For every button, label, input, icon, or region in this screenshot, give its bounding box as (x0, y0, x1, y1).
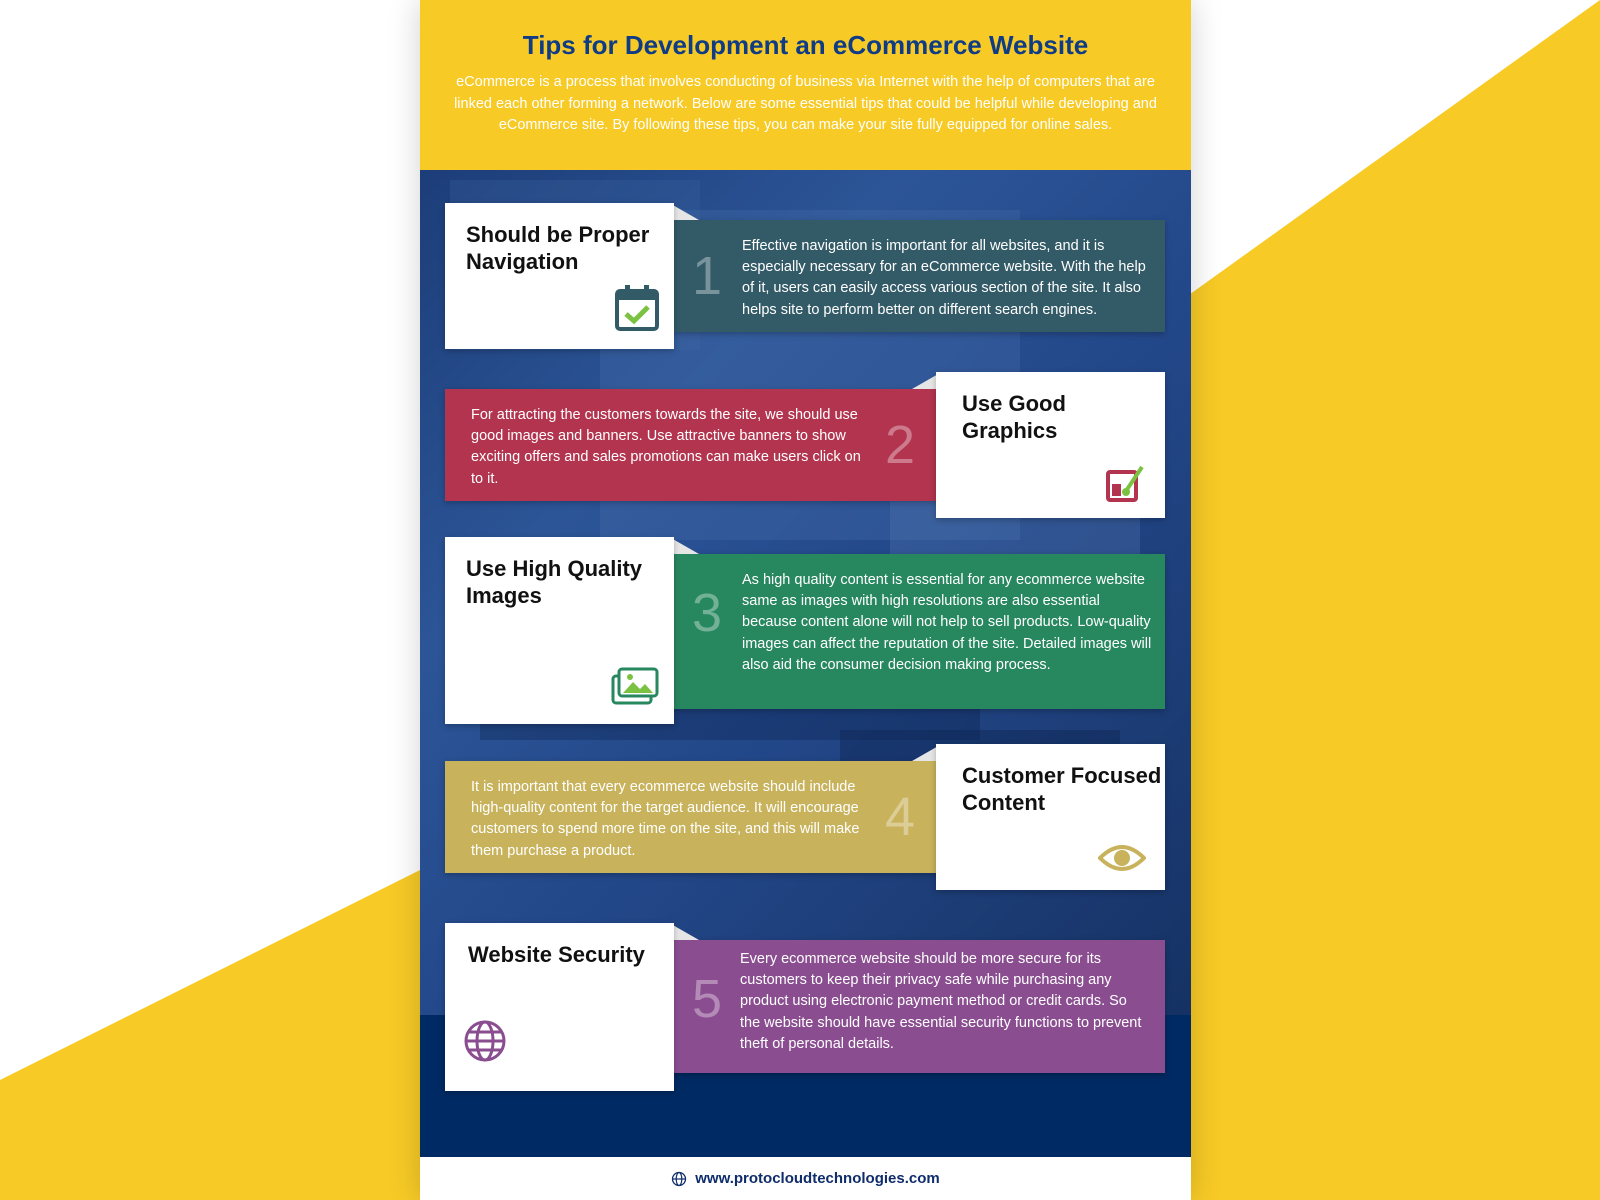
tip-3-title: Use High Quality Images (466, 556, 643, 608)
website-url-link[interactable]: www.protocloudtechnologies.com (695, 1170, 940, 1187)
tip-1-text: Effective navigation is important for all websites, and it is especially necessary for an eCommerce website. With the help of it, users can easily access various section of the site. It also helps site to perform better on different search engines. (742, 238, 1146, 318)
tip-4-text: It is important that every ecommerce website should include high-quality content for the target audience. It will encourage customers to spend more time on the site, and this will make them purchase a product. (471, 779, 860, 859)
tip-1-band (672, 220, 1165, 332)
tip-2-card (936, 372, 1165, 518)
tip-2-band (445, 389, 940, 501)
tip-1-fold-top (671, 204, 699, 220)
tip-3-card (445, 537, 674, 724)
tip-5-number: 5 (692, 969, 723, 1029)
tip-5-card (445, 923, 674, 1091)
tip-4-card (936, 744, 1165, 890)
yellow-triangle-right (1140, 0, 1600, 1200)
tip-2-title: Use Good Graphics (962, 391, 1066, 443)
footer (420, 1157, 1191, 1200)
tip-3-fold-top (671, 538, 699, 554)
header (420, 0, 1191, 170)
intro-text: eCommerce is a process that involves conducting of business via Internet with the help of computers that are linked each other forming a network. Below are some essential tips that could be helpful while developing and eCommerce site. By following these tips, you can make your site fully equipped for online sales. (454, 74, 1157, 133)
tip-2-number: 2 (885, 415, 916, 475)
infographic-poster (420, 0, 1191, 1200)
paint-brush-icon (1106, 464, 1146, 504)
tip-1-title: Should be Proper Navigation (466, 222, 650, 274)
tip-3-band (672, 554, 1165, 709)
tip-4-title: Customer Focused Content (962, 763, 1162, 815)
tip-5-title: Website Security (468, 942, 645, 967)
tip-4-number: 4 (885, 787, 916, 847)
tip-2-text: For attracting the customers towards the site, we should use good images and banners. Use attractive banners to show exciting offers and sales promotions can make users click on to it. (471, 407, 861, 487)
globe-icon (671, 1171, 687, 1187)
page-title: Tips for Development an eCommerce Website (522, 30, 1089, 60)
image-gallery-icon (611, 667, 659, 705)
tip-4-band (445, 761, 940, 873)
globe-icon (463, 1019, 507, 1063)
eye-icon (1098, 842, 1146, 874)
tip-5-fold-top (671, 924, 699, 940)
calendar-check-icon (615, 283, 659, 331)
tip-5-text: Every ecommerce website should be more secure for its customers to keep their privacy safe while purchasing any product using electronic payment method or credit cards. So the website should have essential security functions to prevent theft of personal details. (740, 951, 1142, 1052)
tip-3-text: As high quality content is essential for any ecommerce website same as images with high resolutions are also essential because content alone will not help to sell products. Low-quality images can affect the reputation of the site. Detailed images will also aid the consumer decision making process. (742, 572, 1152, 673)
tip-3-number: 3 (692, 583, 723, 643)
tip-1-card (445, 203, 674, 349)
tip-1-number: 1 (692, 246, 723, 306)
yellow-triangle-left (0, 850, 460, 1200)
tip-5-band (672, 940, 1165, 1073)
